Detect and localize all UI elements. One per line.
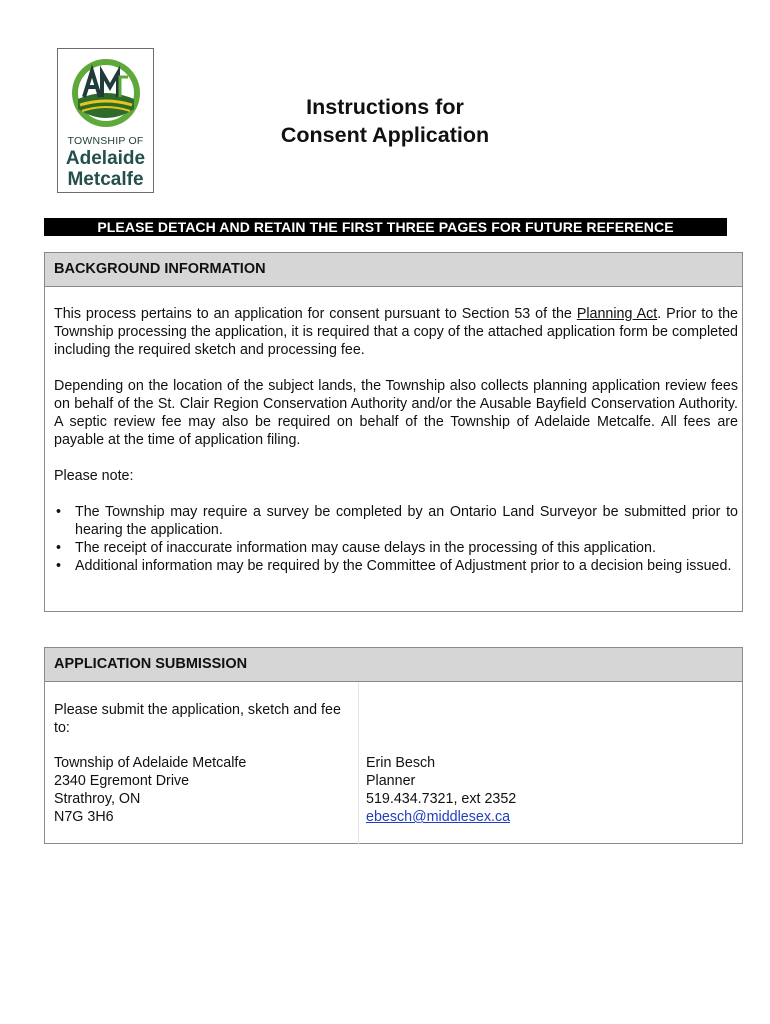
background-paragraph-1: [54, 305, 738, 359]
address-line: N7G 3H6: [54, 809, 114, 825]
address-line: 2340 Egremont Drive: [54, 773, 190, 789]
contact-email-link[interactable]: ebesch@middlesex.ca: [366, 809, 511, 825]
list-item: • The Township may require a survey be completed by an Ontario Land Surveyor be submitted prior to hearing the application.: [56, 504, 738, 538]
application-submission-section: [44, 647, 743, 844]
detach-notice: PLEASE DETACH AND RETAIN THE FIRST THREE PAGES FOR FUTURE REFERENCE: [44, 218, 727, 236]
logo-name-line1: Adelaide: [65, 148, 146, 169]
page-title: [270, 93, 500, 149]
bullet-icon: •: [56, 504, 62, 520]
submission-intro: Please submit the application, sketch and fee to:: [54, 702, 341, 736]
list-item: • The receipt of inaccurate information may cause delays in the processing of this application.: [56, 540, 656, 556]
address-line: Township of Adelaide Metcalfe: [54, 755, 247, 771]
logo-township-of: TOWNSHIP OF: [67, 135, 144, 147]
planning-act-reference: Planning Act: [576, 306, 658, 322]
notes-list: [54, 503, 738, 575]
para1-text-post: . Prior to the Township processing the application, it is required that a copy of the attached application form be completed including the required sketch and processing fee.: [54, 306, 739, 358]
background-paragraph-2: Depending on the location of the subject lands, the Township also collects planning application review fees on behalf of the St. Clair Region Conservation Authority and/or the Ausable Bayfield Conservation Authority. A septic review fee may also be required on behalf of the Township of Adelaide Metcalfe. All fees are payable at the time of application filing.: [54, 378, 738, 448]
township-emblem-icon: [70, 57, 142, 133]
bullet-icon: •: [56, 558, 62, 574]
contact-role: Planner: [366, 773, 416, 789]
bullet-icon: •: [56, 540, 62, 556]
submission-heading: APPLICATION SUBMISSION: [45, 648, 742, 682]
contact-name: Erin Besch: [366, 755, 436, 771]
please-note-label: Please note:: [54, 468, 134, 484]
column-divider: [358, 682, 359, 844]
contact-info: [366, 754, 516, 826]
para1-text-pre: This process pertains to an application for consent pursuant to Section 53 of the: [54, 306, 577, 322]
township-logo: [57, 48, 154, 193]
title-line2: Consent Application: [280, 123, 490, 147]
list-item: • Additional information may be required by the Committee of Adjustment prior to a decision being issued.: [56, 558, 732, 574]
township-address: [54, 754, 246, 826]
logo-name-line2: Metcalfe: [67, 169, 144, 190]
address-line: Strathroy, ON: [54, 791, 141, 807]
background-section: [44, 252, 743, 612]
background-heading: BACKGROUND INFORMATION: [45, 253, 742, 287]
title-line1: Instructions for: [306, 95, 464, 119]
contact-phone: 519.434.7321, ext 2352: [366, 791, 517, 807]
